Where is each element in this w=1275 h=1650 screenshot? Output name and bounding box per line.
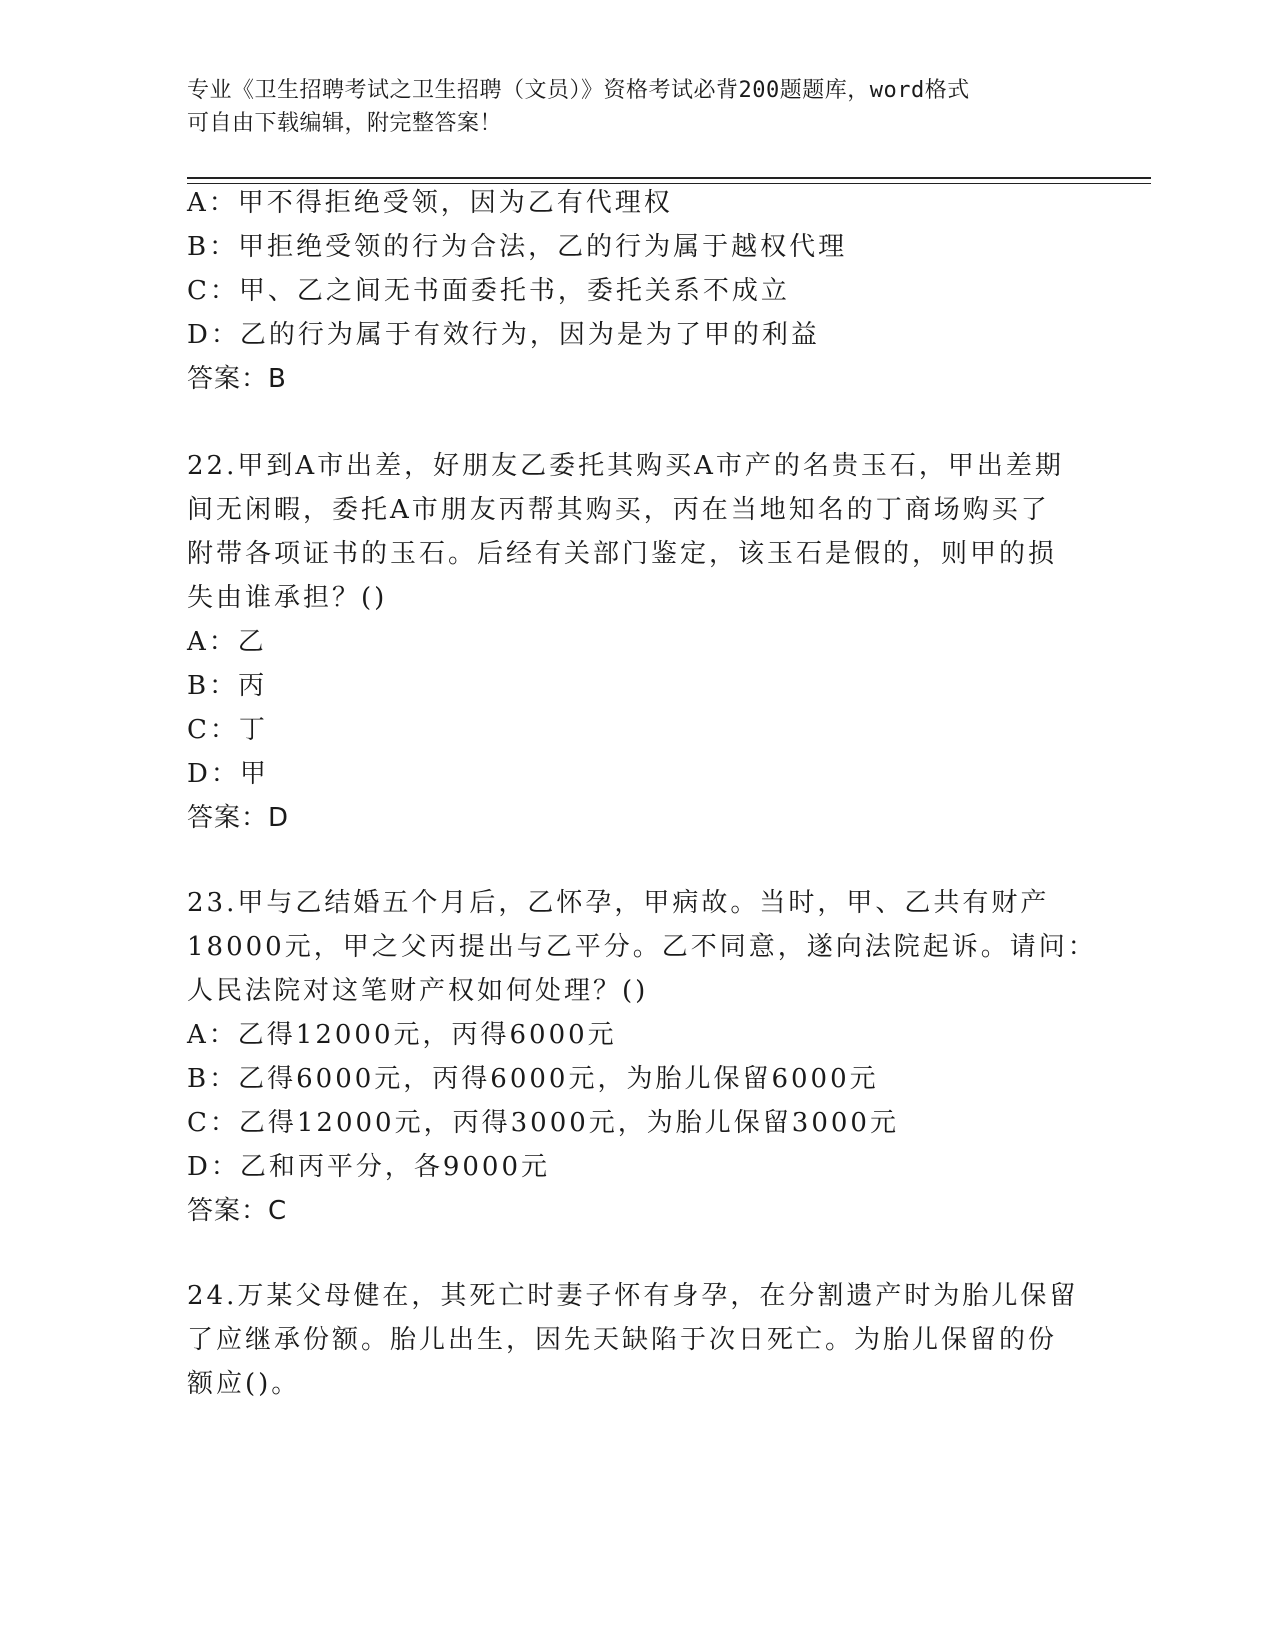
option-d: D：乙的行为属于有效行为，因为是为了甲的利益 (187, 320, 820, 350)
question-stem-line: 24.万某父母健在，其死亡时妻子怀有身孕，在分割遗产时为胎儿保留 (187, 1281, 1079, 1311)
question-stem-line: 额应()。 (187, 1369, 301, 1399)
answer: 答案：C (187, 1196, 288, 1226)
option-d: D：甲 (187, 759, 269, 789)
option-d: D：乙和丙平分，各9000元 (187, 1152, 551, 1182)
question-stem-line: 失由谁承担？() (187, 583, 388, 613)
question-stem-line: 18000元，甲之父丙提出与乙平分。乙不同意，遂向法院起诉。请问： (187, 932, 1097, 962)
option-c: C：乙得12000元，丙得3000元，为胎儿保留3000元 (187, 1108, 899, 1138)
question-stem-line: 附带各项证书的玉石。后经有关部门鉴定，该玉石是假的，则甲的损 (187, 539, 1058, 569)
header-line-2: 可自由下载编辑，附完整答案！ (187, 111, 503, 136)
answer: 答案：D (187, 803, 290, 833)
header-rule-thick (187, 177, 1151, 179)
option-a: A：甲不得拒绝受领，因为乙有代理权 (187, 188, 673, 218)
answer: 答案：B (187, 364, 287, 394)
header-line-1: 专业《卫生招聘考试之卫生招聘（文员）》资格考试必背200题题库，word格式 (187, 78, 970, 103)
option-c: C：丁 (187, 715, 268, 745)
option-c: C：甲、乙之间无书面委托书，委托关系不成立 (187, 276, 790, 306)
question-stem-line: 间无闲暇，委托A市朋友丙帮其购买，丙在当地知名的丁商场购买了 (187, 495, 1050, 525)
question-stem-line: 人民法院对这笔财产权如何处理？() (187, 976, 649, 1006)
document-header (187, 74, 1087, 140)
option-a: A：乙得12000元，丙得6000元 (187, 1020, 617, 1050)
option-b: B：乙得6000元，丙得6000元，为胎儿保留6000元 (187, 1064, 879, 1094)
option-b: B：丙 (187, 671, 268, 701)
question-stem-line: 了应继承份额。胎儿出生，因先天缺陷于次日死亡。为胎儿保留的份 (187, 1325, 1058, 1355)
option-b: B：甲拒绝受领的行为合法，乙的行为属于越权代理 (187, 232, 848, 262)
header-rule-thin (187, 183, 1151, 184)
question-stem-line: 22.甲到A市出差，好朋友乙委托其购买A市产的名贵玉石，甲出差期 (187, 451, 1064, 481)
option-a: A：乙 (187, 627, 267, 657)
question-stem-line: 23.甲与乙结婚五个月后，乙怀孕，甲病故。当时，甲、乙共有财产 (187, 888, 1050, 918)
